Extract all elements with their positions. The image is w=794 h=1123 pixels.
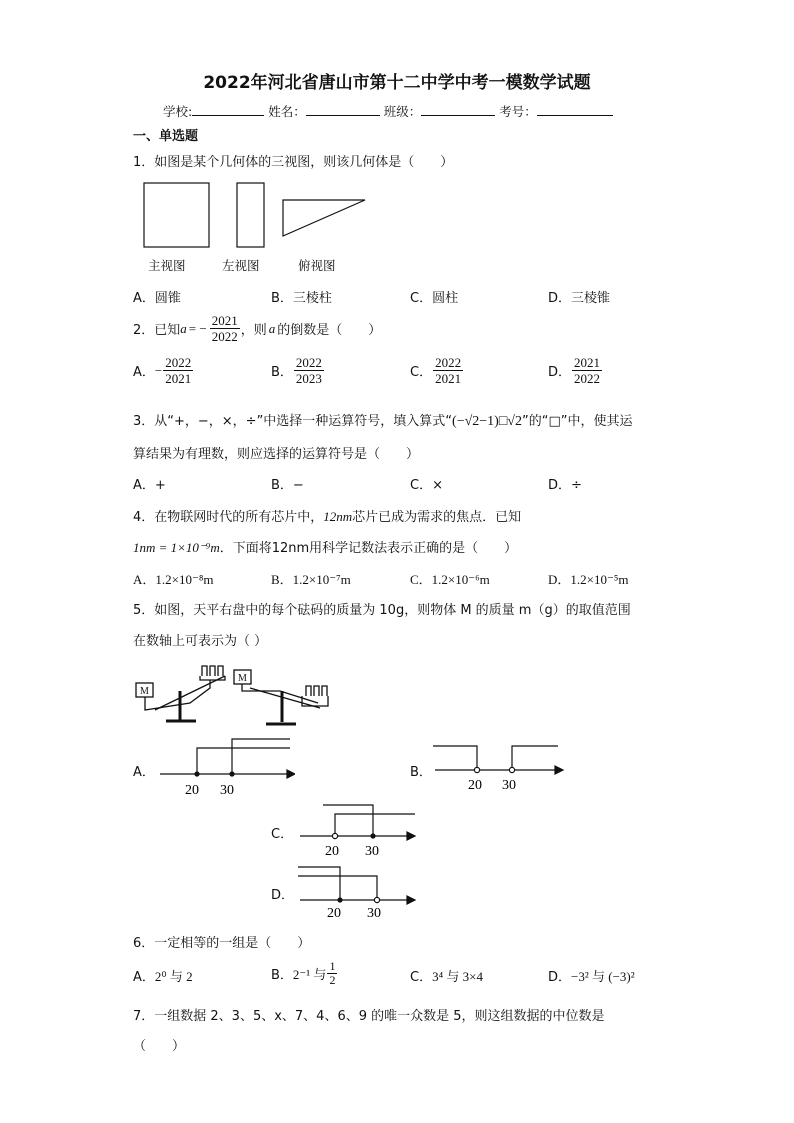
class-label: 班级： — [383, 104, 422, 119]
q2-d-num: 2021 — [574, 355, 601, 370]
q2-c-den: 2021 — [435, 371, 462, 386]
q2-stem-pre: 2．已知 — [133, 323, 181, 338]
q7-line2: （ ） — [133, 1039, 186, 1054]
q6-b-num: 1 — [329, 959, 336, 973]
q5-option-d-numberline[interactable] — [295, 862, 425, 922]
q5-option-a-numberline[interactable] — [155, 734, 295, 800]
q3-expression: (−√2−1)□√2 — [452, 414, 522, 429]
q6-option-b[interactable] — [271, 960, 338, 987]
q4-line1 — [133, 506, 521, 525]
q1-option-c[interactable]: C．圆柱 — [410, 291, 459, 306]
q4-line1-value: 12nm — [323, 509, 353, 524]
q2-eq: = − — [188, 320, 207, 336]
q5-option-b-label[interactable]: B． — [410, 765, 432, 780]
q3-line1 — [133, 410, 633, 430]
weights-left — [202, 666, 223, 676]
front-view-label: 主视图 — [148, 258, 186, 273]
q3-line1-pre: 3．从“+，−，×，÷”中选择一种运算符号，填入算式“ — [133, 414, 453, 429]
q2-a-frac — [163, 355, 193, 386]
a-tick-20: 20 — [185, 783, 199, 798]
q4-line2 — [133, 537, 517, 556]
q2-b-den: 2023 — [295, 371, 322, 386]
page-title: 2022年河北省唐山市第十二中学中考一模数学试题 — [203, 73, 591, 93]
q6-d-label: D． — [548, 970, 572, 985]
side-view-rectangle — [237, 183, 264, 247]
weights-right — [306, 686, 327, 696]
name-label: 姓名： — [268, 104, 306, 119]
name-blank[interactable] — [306, 103, 380, 116]
q3-option-a[interactable]: A．+ — [133, 478, 166, 493]
school-blank[interactable] — [192, 103, 264, 116]
b-tick-30: 30 — [502, 778, 516, 793]
q2-a-den: 2021 — [165, 371, 192, 386]
q2-stem — [133, 313, 381, 344]
q2-d-label: D． — [548, 365, 572, 380]
weight-m-label-1: M — [140, 686, 149, 697]
q5-balance-figure — [130, 658, 350, 730]
q1-stem: 1．如图是某个几何体的三视图，则该几何体是（ ） — [133, 155, 454, 170]
student-info-line — [163, 102, 613, 120]
section-heading: 一、单选题 — [133, 129, 199, 144]
q6-d-text: −3² 与 (−3)² — [571, 969, 635, 984]
number-label: 考号： — [499, 104, 537, 119]
top-view-label: 俯视图 — [298, 258, 336, 273]
q6-stem: 6．一定相等的一组是（ ） — [133, 936, 311, 951]
beam-2 — [250, 688, 320, 708]
q2-d-frac — [572, 355, 602, 386]
q5-option-c-numberline[interactable] — [295, 800, 425, 860]
q6-c-text: 3⁴ 与 3×4 — [432, 969, 483, 984]
d-tick-30: 30 — [367, 906, 381, 921]
c-tick-20: 20 — [325, 844, 339, 859]
q6-option-a[interactable] — [133, 966, 193, 985]
q3-option-c[interactable]: C．× — [410, 478, 443, 493]
q6-c-label: C． — [410, 970, 433, 985]
q7-line1: 7．一组数据 2、3、5、x、7、4、6、9 的唯一众数是 5，则这组数据的中位数是 — [133, 1009, 605, 1024]
q2-c-frac — [433, 355, 463, 386]
q2-c-label: C． — [410, 365, 433, 380]
q2-option-c[interactable] — [410, 355, 464, 386]
q2-b-frac — [294, 355, 324, 386]
q1-three-views-figure — [140, 180, 380, 250]
q2-frac-num: 2021 — [211, 313, 238, 328]
beam-1 — [155, 676, 225, 710]
q3-option-d[interactable]: D．÷ — [548, 478, 582, 493]
q2-var: a — [180, 320, 187, 336]
q4-line1-post: 芯片已成为需求的焦点．已知 — [352, 510, 522, 525]
q5-option-c-label[interactable]: C． — [271, 827, 294, 842]
balance-1 — [136, 666, 225, 721]
q6-option-c[interactable] — [410, 966, 483, 985]
q2-c-num: 2022 — [435, 355, 462, 370]
q6-b-label: B． — [271, 968, 293, 983]
q4-line1-pre: 4．在物联网时代的所有芯片中， — [133, 510, 324, 525]
q4-option-b[interactable]: B．1.2×10⁻⁷m — [271, 572, 351, 587]
weight-m-label-2: M — [238, 673, 247, 684]
q3-line1-post: ”的“□”中，使其运 — [522, 414, 633, 429]
q6-option-d[interactable] — [548, 966, 635, 985]
q2-var-2: a — [268, 320, 276, 336]
side-view-label: 左视图 — [222, 258, 260, 273]
q2-b-label: B． — [271, 365, 293, 380]
a-tick-30: 30 — [220, 783, 234, 798]
number-blank[interactable] — [537, 103, 613, 116]
q4-line2-post: ．下面将12nm用科学记数法表示正确的是（ ） — [219, 541, 518, 556]
d-tick-20: 20 — [327, 906, 341, 921]
q5-line1: 5．如图，天平右盘中的每个砝码的质量为 10g，则物体 M 的质量 m（g）的取值范围 — [133, 603, 631, 618]
q3-option-b[interactable]: B．− — [271, 478, 304, 493]
balance-2 — [234, 670, 328, 724]
q4-option-d[interactable]: D．1.2×10⁻⁵m — [548, 572, 629, 587]
q6-b-text: 2⁻¹ 与 — [292, 967, 327, 982]
front-view-square — [144, 183, 209, 247]
q5-line2: 在数轴上可表示为（ ） — [133, 634, 268, 649]
q2-d-den: 2022 — [574, 371, 601, 386]
top-view-triangle — [283, 200, 365, 236]
class-blank[interactable] — [421, 103, 495, 116]
q2-option-a[interactable] — [133, 355, 194, 386]
q3-line2: 算结果为有理数，则应选择的运算符号是（ ） — [133, 447, 420, 462]
q1-option-d[interactable]: D．三棱锥 — [548, 291, 611, 306]
q5-option-b-numberline[interactable] — [430, 740, 570, 794]
q4-option-a[interactable]: A．1.2×10⁻⁸m — [133, 572, 214, 587]
q2-a-num: 2022 — [165, 355, 192, 370]
q2-a-sign: − — [154, 362, 163, 378]
q5-option-a-label[interactable]: A． — [133, 765, 155, 780]
q2-option-b[interactable] — [271, 355, 325, 386]
q5-option-d-label[interactable]: D． — [271, 888, 295, 903]
q6-b-den: 2 — [329, 973, 336, 987]
q1-option-b[interactable]: B．三棱柱 — [271, 291, 332, 306]
q2-stem-post: ，则 — [240, 323, 267, 338]
q2-fraction — [210, 313, 240, 344]
q6-b-frac — [327, 960, 337, 987]
q4-line2-value: 1nm = 1×10⁻⁹m — [133, 540, 220, 555]
q2-b-num: 2022 — [295, 355, 322, 370]
q6-a-label: A． — [133, 970, 155, 985]
q2-option-d[interactable] — [548, 355, 603, 386]
b-tick-20: 20 — [468, 778, 482, 793]
school-label: 学校: — [163, 104, 193, 119]
q6-a-text: 2⁰ 与 2 — [154, 969, 193, 984]
q2-stem-end: 的倒数是（ ） — [277, 323, 382, 338]
c-tick-30: 30 — [365, 844, 379, 859]
q2-frac-den: 2022 — [211, 329, 238, 344]
q2-a-label: A． — [133, 365, 155, 380]
q4-option-c[interactable]: C．1.2×10⁻⁶m — [410, 572, 490, 587]
q1-option-a[interactable]: A．圆锥 — [133, 291, 181, 306]
